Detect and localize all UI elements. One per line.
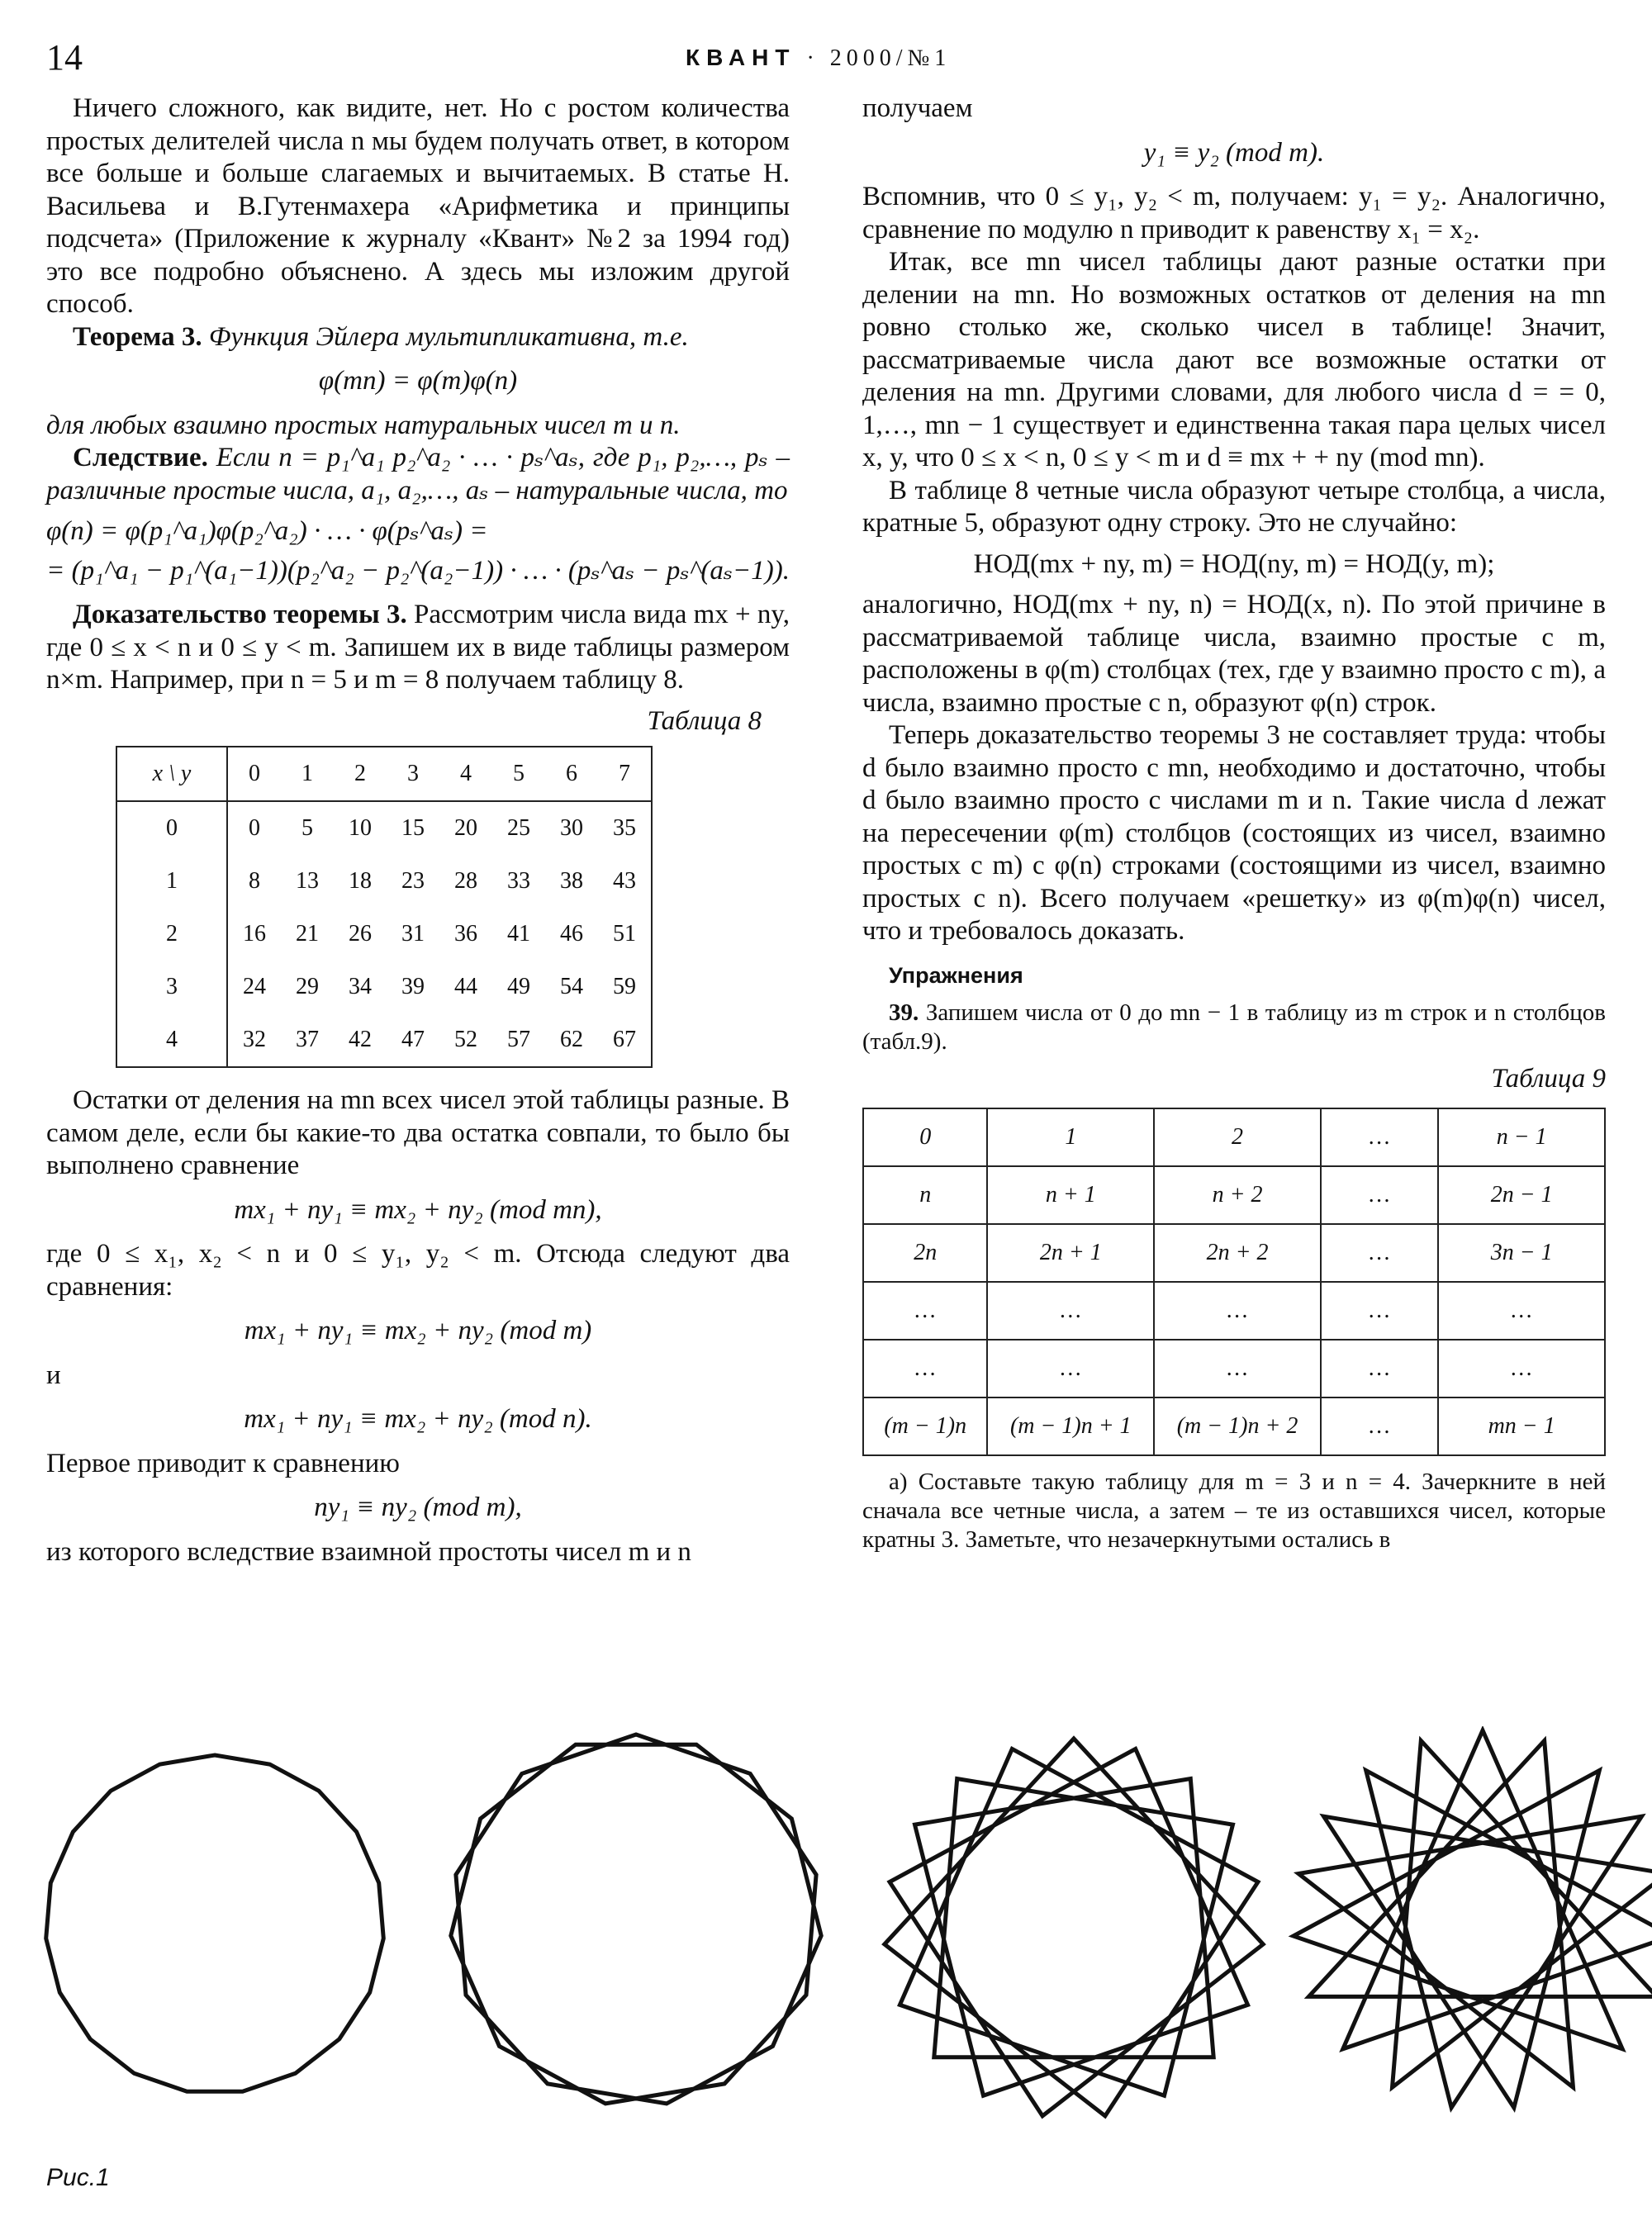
table-cell: 13 (296, 868, 319, 894)
paragraph: Вспомнив, что 0 ≤ y₁, y₂ < m, получаем: y₁ = y₂. Аналогично, сравнение по модулю n приводит к равенству x₁ = x₂. (862, 182, 1606, 244)
table-cell: 8 (249, 868, 260, 894)
table-cell: 0 (863, 1108, 987, 1166)
proof-label: Доказательство теоремы 3. (73, 600, 407, 629)
congruence: mx₁ + ny₁ ≡ mx₂ + ny₂ (mod m) (244, 1316, 592, 1345)
table-row (116, 908, 652, 961)
table-cell: … (1321, 1340, 1438, 1397)
table-cell: 54 (560, 974, 583, 1000)
table-header-cell: 4 (439, 747, 492, 801)
corollary-label: Следствие. (73, 443, 208, 472)
paragraph: В таблице 8 четные числа образуют четыре столбца, а числа, кратные 5, образуют одну строку. Это не случайно: (862, 475, 1606, 538)
table-cell: 0 (249, 815, 260, 842)
table-row (863, 1340, 1605, 1397)
table-cell: (m − 1)n (863, 1397, 987, 1455)
table-row (863, 1166, 1605, 1224)
table-cell: 2n + 1 (987, 1224, 1154, 1282)
table-cell: 59 (613, 974, 636, 1000)
exercise-number: 39. (889, 999, 919, 1026)
table-cell: 57 (507, 1027, 530, 1053)
table-cell: … (1321, 1108, 1438, 1166)
table-cell: 30 (560, 815, 583, 842)
table-cell: 62 (560, 1027, 583, 1053)
table-row (116, 801, 652, 855)
proof (46, 599, 790, 697)
table-cell: 16 (243, 921, 266, 947)
table-cell: mn − 1 (1438, 1397, 1605, 1455)
star-polygon-4 (1294, 1730, 1652, 2108)
table-header-cell: 1 (281, 747, 334, 801)
table-8 (116, 746, 653, 1068)
table-cell: 33 (507, 868, 530, 894)
table-cell: 2 (116, 908, 227, 961)
table-cell: 1 (987, 1108, 1154, 1166)
congruence: mx₁ + ny₁ ≡ mx₂ + ny₂ (mod n). (244, 1404, 592, 1434)
table-cell: (m − 1)n + 2 (1154, 1397, 1321, 1455)
table-cell: 32 (243, 1027, 266, 1053)
table-row (116, 961, 652, 1013)
formula: φ(mn) = φ(m)φ(n) (318, 366, 518, 396)
table-cell: 41 (507, 921, 530, 947)
table-cell: 2n (863, 1224, 987, 1282)
table-cell: 46 (560, 921, 583, 947)
table-cell: n + 2 (1154, 1166, 1321, 1224)
table-cell: 26 (349, 921, 372, 947)
left-column (46, 93, 790, 1568)
gcd-formula: НОД(mx + ny, m) = НОД(ny, m) = НОД(y, m); (973, 548, 1495, 579)
table-cell: n − 1 (1438, 1108, 1605, 1166)
paragraph: Ничего сложного, как видите, нет. Но с ростом количества простых делителей числа n мы будем получать ответ, в котором все больше и больше слагаемых и вычитаемых. В статье Н. Васильева и В.Гутенмахера «Арифметика и принципы подсчета» (Приложение к журналу «Квант» №2 за 1994 год) это все подробно объяснено. А здесь мы изложим другой способ. (46, 93, 790, 319)
table-cell: 49 (507, 974, 530, 1000)
paragraph: Теперь доказательство теоремы 3 не составляет труда: чтобы d было взаимно просто с mn, необходимо и достаточно, чтобы d было взаимно просто с числами m и n. Такие числа d лежат на пересечении φ(m) столбцов (состоящих из чисел, взаимно простых с m) с φ(n) строками (состоящими из чисел, взаимно простых с n). Всего получаем «решетку» из φ(m)φ(n) чисел, что и требовалось доказать. (862, 720, 1606, 946)
table-cell: 2n − 1 (1438, 1166, 1605, 1224)
table-row (863, 1282, 1605, 1340)
table-cell: 2n + 2 (1154, 1224, 1321, 1282)
formula: φ(n) = φ(p₁^a₁)φ(p₂^a₂) · … · φ(pₛ^aₛ) = (46, 516, 488, 546)
table-header-cell: 3 (387, 747, 439, 801)
issue-number: · 2000/№1 (806, 45, 952, 71)
paragraph: Итак, все mn чисел таблицы дают разные остатки при делении на mn. Но возможных остатков от деления на mn ровно столько же, сколько чисел в таблице! Значит, рассматриваемые числа дают все возможные остатки от деления на mn. Другими словами, для любого числа d = = 0, 1,…, mn − 1 существует и единственна такая пара целых чисел x, y, что 0 ≤ x < n, 0 ≤ y < m и d ≡ mx + + ny (mod mn). (862, 247, 1606, 472)
table-cell: 25 (507, 815, 530, 842)
table-cell: (m − 1)n + 1 (987, 1397, 1154, 1455)
table-row (863, 1108, 1605, 1166)
table-cell: 34 (349, 974, 372, 1000)
paragraph: получаем (862, 93, 973, 123)
page-number: 14 (46, 37, 83, 78)
table-cell: 0 (116, 801, 227, 855)
star-polygon-3 (885, 1739, 1263, 2116)
table-cell: n (863, 1166, 987, 1224)
figure-label: Рис.1 (46, 2164, 110, 2191)
table-cell: n + 1 (987, 1166, 1154, 1224)
table-cell: 39 (401, 974, 425, 1000)
table-cell: … (1321, 1397, 1438, 1455)
table-cell: 67 (613, 1027, 636, 1053)
table-header-row (116, 747, 652, 801)
table-cell: 52 (454, 1027, 477, 1053)
congruence: y₁ ≡ y₂ (mod m). (1143, 137, 1325, 168)
table-cell: … (1438, 1282, 1605, 1340)
congruence: mx₁ + ny₁ ≡ mx₂ + ny₂ (mod mn), (234, 1194, 602, 1225)
table-cell: … (863, 1282, 987, 1340)
table-cell: 51 (613, 921, 636, 947)
exercise-part-a: а) Составьте такую таблицу для m = 3 и n = 4. Зачеркните в ней сначала все четные числа, а затем – те из оставшихся чисел, которые кратны 3. Заметьте, что незачеркнутыми остались в (862, 1468, 1606, 1553)
table-cell: 21 (296, 921, 319, 947)
congruence: ny₁ ≡ ny₂ (mod m), (314, 1492, 522, 1522)
table-cell: 38 (560, 868, 583, 894)
star-polygon-2 (451, 1734, 821, 2104)
table-header-cell: 5 (492, 747, 545, 801)
right-column (862, 93, 1606, 1554)
table-header-cell: 2 (334, 747, 387, 801)
table-row (116, 855, 652, 908)
paragraph: Остатки от деления на mn всех чисел этой таблицы разные. В самом деле, если бы какие-то два остатка совпали, то было бы выполнено сравнение (46, 1085, 790, 1180)
table-cell: … (1321, 1224, 1438, 1282)
table-row (116, 1013, 652, 1067)
table-cell: 37 (296, 1027, 319, 1053)
theorem-label: Теорема 3. (73, 321, 202, 352)
theorem-3 (46, 321, 790, 354)
table-cell: … (1154, 1340, 1321, 1397)
corollary-text: Если n = p₁^a₁ p₂^a₂ · … · pₛ^aₛ, где p₁, p₂,…, pₛ – различные простые числа, a₁, a₂,…, aₛ – натуральные числа, то (46, 443, 790, 505)
table-cell: 18 (349, 868, 372, 894)
exercise-text: Запишем числа от 0 до mn − 1 в таблицу из m строк и n столбцов (табл.9). (862, 999, 1606, 1055)
table-caption: Таблица 9 (1491, 1064, 1606, 1094)
table-cell: … (1321, 1282, 1438, 1340)
table-cell: 35 (613, 815, 636, 842)
proof-text: Рассмотрим числа вида mx + ny, где 0 ≤ x < n и 0 ≤ y < m. Запишем их в виде таблицы размером n×m. Например, при n = 5 и m = 8 получаем таблицу 8. (46, 600, 790, 695)
table-cell: 42 (349, 1027, 372, 1053)
star-polygon-1 (46, 1755, 384, 2091)
table-cell: 2 (1154, 1108, 1321, 1166)
table-cell: 3 (116, 961, 227, 1013)
table-cell: … (987, 1340, 1154, 1397)
figure-star-polygons (0, 1726, 1652, 2147)
table-cell: 31 (401, 921, 425, 947)
table-cell: 47 (401, 1027, 425, 1053)
table-header-cell: 0 (227, 747, 281, 801)
journal-name: КВАНТ (686, 45, 796, 70)
table-cell: … (1321, 1166, 1438, 1224)
table-caption: Таблица 8 (647, 705, 762, 736)
exercises-heading: Упражнения (889, 962, 1023, 988)
table-cell: 4 (116, 1013, 227, 1067)
table-9 (862, 1108, 1606, 1456)
theorem-tail: для любых взаимно простых натуральных чисел m и n. (46, 410, 681, 440)
table-cell: 24 (243, 974, 266, 1000)
table-cell: 28 (454, 868, 477, 894)
table-header-cell: 6 (545, 747, 598, 801)
table-cell: 3n − 1 (1438, 1224, 1605, 1282)
table-cell: 44 (454, 974, 477, 1000)
paragraph: где 0 ≤ x₁, x₂ < n и 0 ≤ y₁, y₂ < m. Отсюда следуют два сравнения: (46, 1239, 790, 1302)
table-cell: 20 (454, 815, 477, 842)
table-header-cell: x \ y (116, 747, 227, 801)
paragraph: аналогично, НОД(mx + ny, n) = НОД(x, n). По этой причине в рассматриваемой таблице числа, взаимно простые с m, расположены в φ(m) столбцах (тех, где y взаимно просто с m), а числа, взаимно простые с n, образуют φ(n) строк. (862, 590, 1606, 718)
formula: = (p₁^a₁ − p₁^(a₁−1))(p₂^a₂ − p₂^(a₂−1)) · … · (pₛ^aₛ − pₛ^(aₛ−1)). (46, 555, 790, 586)
table-cell: 1 (116, 855, 227, 908)
theorem-text: Функция Эйлера мультипликативна, т.е. (208, 321, 689, 352)
table-cell: 36 (454, 921, 477, 947)
table-row (863, 1397, 1605, 1455)
table-cell: 23 (401, 868, 425, 894)
table-header-cell: 7 (598, 747, 652, 801)
paragraph: из которого вследствие взаимной простоты чисел m и n (46, 1536, 691, 1567)
table-cell: 10 (349, 815, 372, 842)
table-cell: 15 (401, 815, 425, 842)
running-header (686, 45, 951, 72)
table-cell: 29 (296, 974, 319, 1000)
table-cell: … (987, 1282, 1154, 1340)
word-and: и (46, 1359, 61, 1390)
table-row (863, 1224, 1605, 1282)
corollary (46, 442, 790, 507)
exercise-39 (862, 999, 1606, 1056)
paragraph: Первое приводит к сравнению (46, 1448, 400, 1478)
table-cell: 43 (613, 868, 636, 894)
table-cell: … (1438, 1340, 1605, 1397)
table-cell: … (863, 1340, 987, 1397)
table-cell: … (1154, 1282, 1321, 1340)
table-cell: 5 (301, 815, 313, 842)
